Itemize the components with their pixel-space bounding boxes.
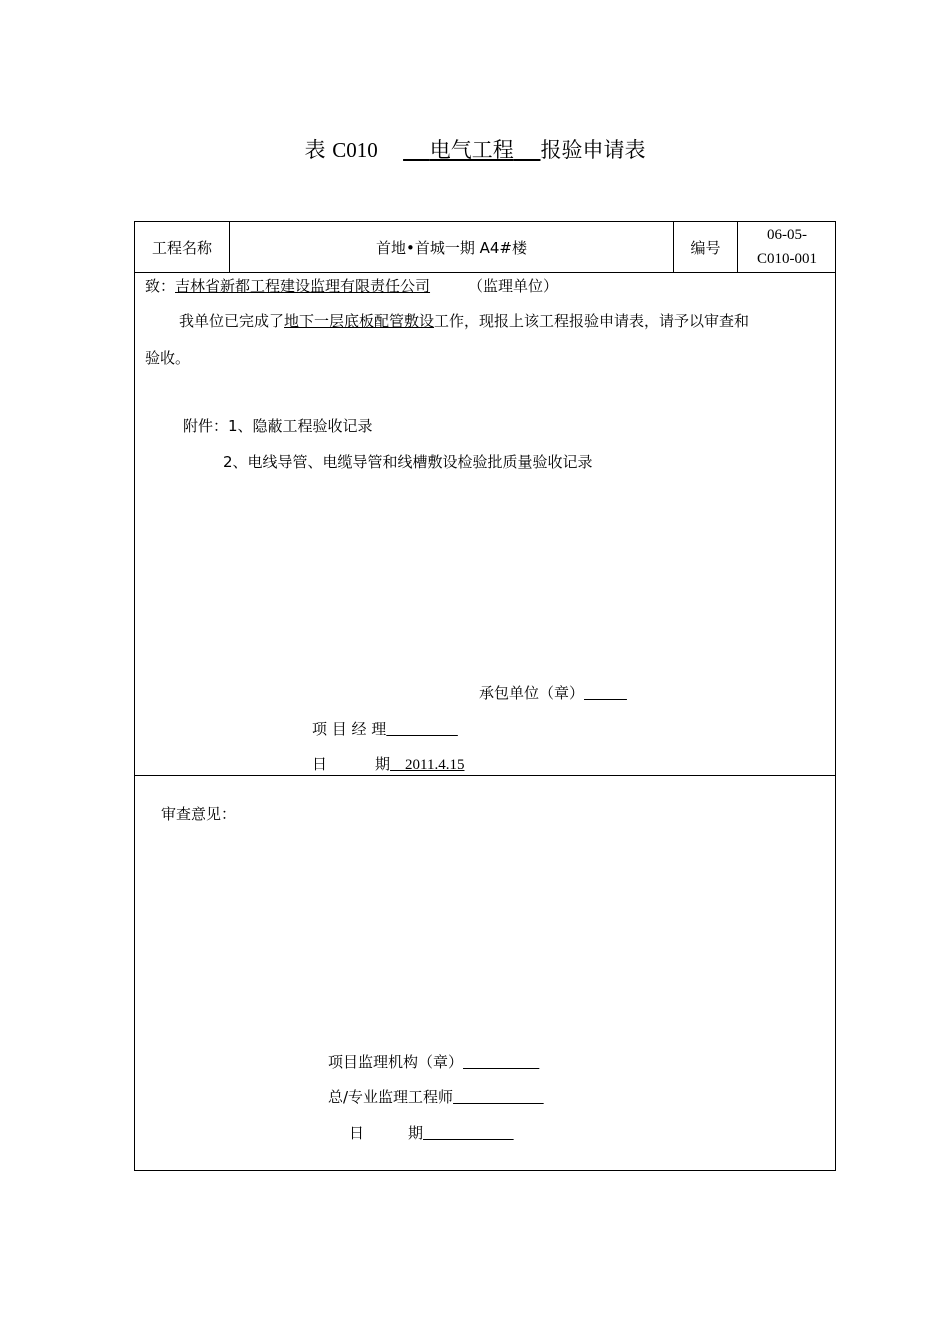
- review-date-label-2: 期: [408, 1124, 424, 1142]
- institution-blank: [463, 1053, 539, 1071]
- attachments-line-1: [183, 416, 373, 436]
- addressee-line: [145, 276, 558, 296]
- application-body: [179, 311, 749, 331]
- section-divider: [135, 775, 835, 776]
- to-label: 致：: [145, 277, 176, 295]
- date-pad: [390, 757, 405, 773]
- title-form-code: C010: [332, 138, 378, 162]
- manager-blank: [386, 720, 458, 738]
- date-label-1: 日: [312, 755, 328, 773]
- supervisor-company: 吉林省新都工程建设监理有限责任公司: [175, 277, 431, 295]
- body-line2: 验收。: [145, 349, 191, 367]
- form-table: [134, 221, 836, 1171]
- work-item: 地下一层底板配管敷设: [284, 312, 435, 330]
- number-value-line1: 06-05-: [767, 227, 807, 243]
- contractor-blank: [584, 684, 627, 702]
- body-prefix: 我单位已完成了: [179, 312, 285, 330]
- title-category: 电气工程: [429, 138, 514, 162]
- contractor-label: 承包单位（章）: [479, 684, 585, 702]
- title-blank-after: [514, 138, 541, 162]
- engineer-blank: [453, 1088, 544, 1106]
- review-date-label-1: 日: [349, 1124, 365, 1142]
- form-title: [0, 136, 950, 164]
- supervisor-role: （监理单位）: [468, 277, 559, 295]
- engineer-signature-line: [328, 1087, 544, 1107]
- manager-signature-line: [312, 719, 458, 739]
- title-blank-before: [403, 138, 430, 162]
- attachments-label: 附件：: [183, 417, 229, 435]
- title-suffix: 报验申请表: [540, 138, 646, 162]
- attachment-2: 2、电线导管、电缆导管和线槽敷设检验批质量验收记录: [223, 453, 593, 471]
- number-label: 编号: [690, 238, 721, 257]
- header-row-divider: [135, 272, 835, 273]
- institution-label: 项目监理机构（章）: [328, 1053, 464, 1071]
- engineer-label: 总/专业监理工程师: [328, 1088, 454, 1106]
- application-date-line: [312, 754, 464, 775]
- number-value-line2: C010-001: [757, 251, 817, 267]
- number-value: [738, 222, 836, 272]
- project-name-label: 工程名称: [151, 238, 212, 257]
- application-date-value: 2011.4.15: [405, 757, 465, 773]
- review-date-blank: [423, 1124, 514, 1142]
- project-name-value: 首地•首城一期 A4#楼: [376, 238, 527, 257]
- review-date-line: [349, 1123, 514, 1143]
- date-label-2: 期: [375, 755, 391, 773]
- institution-signature-line: [328, 1052, 539, 1072]
- manager-label: 项 目 经 理: [312, 720, 387, 738]
- title-prefix: 表: [304, 138, 326, 162]
- review-opinion-label: 审查意见：: [161, 805, 237, 823]
- body-suffix: 工作，现报上该工程报验申请表，请予以审查和: [434, 312, 750, 330]
- attachment-1: 1、隐蔽工程验收记录: [228, 417, 373, 435]
- contractor-signature-line: [479, 683, 627, 703]
